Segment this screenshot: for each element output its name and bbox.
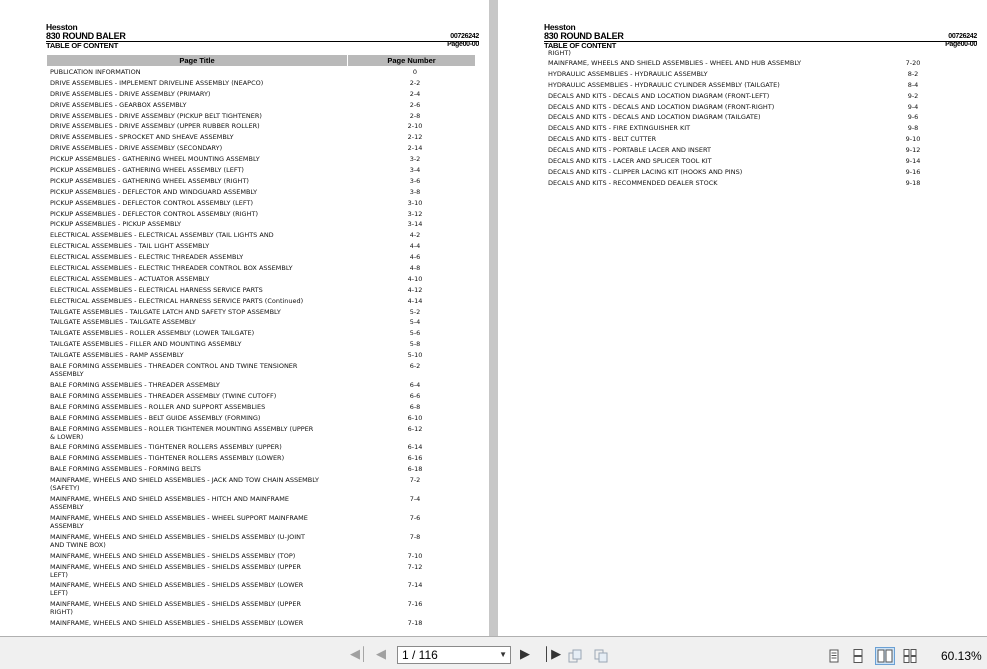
toc-entry-title: BALE FORMING ASSEMBLIES - ROLLER AND SUPPORT ASSEMBLIES bbox=[50, 402, 266, 411]
toc-entry-page-number: 9-10 bbox=[905, 135, 921, 144]
toc-row[interactable] bbox=[548, 146, 968, 157]
toc-row[interactable] bbox=[50, 362, 470, 381]
toc-entry-title: PICKUP ASSEMBLIES - GATHERING WHEEL MOUNTING ASSEMBLY bbox=[50, 155, 260, 164]
toc-entry-title: PICKUP ASSEMBLIES - DEFLECTOR CONTROL ASSEMBLY (LEFT) bbox=[50, 198, 253, 207]
toc-entry-title: ELECTRICAL ASSEMBLIES - ACTUATOR ASSEMBLY bbox=[50, 274, 210, 283]
last-page-icon[interactable]: │▶ bbox=[543, 646, 562, 661]
toc-row[interactable] bbox=[50, 318, 470, 329]
toc-entry-page-number: 9-12 bbox=[905, 146, 921, 155]
toc-entry-page-number: 9-16 bbox=[905, 167, 921, 176]
toc-entry-page-number: 8-2 bbox=[907, 69, 919, 78]
toc-entry-page-number: 3-8 bbox=[409, 187, 421, 196]
toc-entry-page-number: 4-12 bbox=[407, 285, 423, 294]
toc-entry-title: MAINFRAME, WHEELS AND SHIELD ASSEMBLIES - SHIELDS ASSEMBLY (LOWER bbox=[50, 619, 304, 628]
toc-entry-title: DECALS AND KITS - DECALS AND LOCATION DIAGRAM (TAILGATE) bbox=[548, 113, 761, 122]
toc-entry-title: MAINFRAME, WHEELS AND SHIELD ASSEMBLIES - JACK AND TOW CHAIN ASSEMBLY (SAFETY) bbox=[50, 476, 319, 493]
toc-entry-page-number: 0 bbox=[412, 68, 418, 76]
continued-entry-text: RIGHT) bbox=[548, 49, 571, 57]
toc-entry-title: DECALS AND KITS - PORTABLE LACER AND INSERT bbox=[548, 146, 712, 155]
toc-entry-page-number: 5-2 bbox=[409, 307, 421, 316]
toc-row[interactable] bbox=[50, 79, 470, 90]
toc-entry-title: ELECTRICAL ASSEMBLIES - ELECTRIC THREADER ASSEMBLY bbox=[50, 253, 244, 262]
page-reference: Page00-00 bbox=[447, 41, 479, 48]
single-page-icon[interactable] bbox=[827, 649, 841, 663]
toc-entry-page-number: 4-14 bbox=[407, 296, 423, 305]
toc-row[interactable] bbox=[50, 286, 470, 297]
toc-entry-page-number: 9-2 bbox=[907, 91, 919, 100]
toc-entry-page-number: 9-14 bbox=[905, 157, 921, 166]
toc-entry-page-number: 7-14 bbox=[407, 581, 423, 590]
toc-row[interactable] bbox=[50, 155, 470, 166]
toc-row[interactable] bbox=[50, 392, 470, 403]
toc-entry-title: TAILGATE ASSEMBLIES - TAILGATE ASSEMBLY bbox=[50, 318, 196, 327]
toc-row[interactable] bbox=[50, 600, 470, 619]
toc-entry-title: BALE FORMING ASSEMBLIES - THREADER CONTROL AND TWINE TENSIONER ASSEMBLY bbox=[50, 362, 298, 379]
table-header bbox=[47, 55, 475, 66]
toc-row[interactable] bbox=[50, 403, 470, 414]
first-page-icon[interactable]: ◀│ bbox=[350, 646, 369, 661]
toc-entry-page-number: 8-4 bbox=[907, 80, 919, 89]
toc-entry-title: TAILGATE ASSEMBLIES - TAILGATE LATCH AND SAFETY STOP ASSEMBLY bbox=[50, 307, 281, 316]
toc-entry-title: ELECTRICAL ASSEMBLIES - TAIL LIGHT ASSEMBLY bbox=[50, 242, 210, 251]
page-reference: Page00-00 bbox=[945, 41, 977, 48]
navigation-toolbar bbox=[0, 636, 987, 669]
toc-entry-title: DECALS AND KITS - LACER AND SPLICER TOOL KIT bbox=[548, 157, 712, 166]
toc-entry-page-number: 6-18 bbox=[407, 465, 423, 474]
toc-entry-title: TAILGATE ASSEMBLIES - FILLER AND MOUNTING ASSEMBLY bbox=[50, 340, 242, 349]
toc-row[interactable] bbox=[50, 465, 470, 476]
toc-row[interactable] bbox=[50, 552, 470, 563]
next-page-icon[interactable]: ▶ bbox=[520, 646, 530, 661]
toc-entry-title: MAINFRAME, WHEELS AND SHIELD ASSEMBLIES - SHIELDS ASSEMBLY (LOWER LEFT) bbox=[50, 581, 304, 598]
toc-row[interactable] bbox=[548, 103, 968, 114]
toc-entry-page-number: 9-18 bbox=[905, 178, 921, 187]
toc-entry-title: MAINFRAME, WHEELS AND SHIELD ASSEMBLIES - SHIELDS ASSEMBLY (UPPER RIGHT) bbox=[50, 600, 301, 617]
toc-entry-page-number: 6-10 bbox=[407, 413, 423, 422]
toc-entry-title: BALE FORMING ASSEMBLIES - FORMING BELTS bbox=[50, 465, 201, 474]
toc-row[interactable] bbox=[548, 70, 968, 81]
model-title: 830 ROUND BALER bbox=[46, 31, 126, 41]
page-number-input[interactable] bbox=[397, 646, 511, 664]
toc-entry-title: MAINFRAME, WHEELS AND SHIELD ASSEMBLIES - SHIELDS ASSEMBLY (TOP) bbox=[50, 551, 296, 560]
toc-entry-title: MAINFRAME, WHEELS AND SHIELD ASSEMBLIES - HITCH AND MAINFRAME ASSEMBLY bbox=[50, 494, 289, 511]
toc-entry-title: DRIVE ASSEMBLIES - GEARBOX ASSEMBLY bbox=[50, 100, 187, 109]
toc-entry-title: BALE FORMING ASSEMBLIES - THREADER ASSEMBLY (TWINE CUTOFF) bbox=[50, 391, 277, 400]
toc-entry-page-number: 5-10 bbox=[407, 351, 423, 360]
toc-entry-page-number: 3-4 bbox=[409, 166, 421, 175]
toc-entry-title: DECALS AND KITS - RECOMMENDED DEALER STOCK bbox=[548, 178, 718, 187]
toc-entry-title: MAINFRAME, WHEELS AND SHIELD ASSEMBLIES - SHIELDS ASSEMBLY (UPPER LEFT) bbox=[50, 562, 301, 579]
toc-entry-page-number: 5-8 bbox=[409, 340, 421, 349]
toc-entry-page-number: 6-2 bbox=[409, 362, 421, 371]
toc-row[interactable] bbox=[50, 264, 470, 275]
toc-entry-title: MAINFRAME, WHEELS AND SHIELD ASSEMBLIES - WHEEL SUPPORT MAINFRAME ASSEMBLY bbox=[50, 513, 308, 530]
toc-row[interactable] bbox=[50, 619, 470, 630]
toc-entry-title: TAILGATE ASSEMBLIES - ROLLER ASSEMBLY (LOWER TAILGATE) bbox=[50, 329, 255, 338]
toc-entry-page-number: 4-6 bbox=[409, 253, 421, 262]
toc-row[interactable] bbox=[548, 113, 968, 124]
toc-row[interactable] bbox=[50, 533, 470, 552]
toc-entry-page-number: 7-6 bbox=[409, 513, 421, 522]
continuous-facing-icon[interactable] bbox=[903, 649, 917, 663]
toc-entry-page-number: 5-6 bbox=[409, 329, 421, 338]
toc-row[interactable] bbox=[50, 188, 470, 199]
toc-entry-title: PUBLICATION INFORMATION bbox=[50, 68, 141, 76]
toc-row[interactable] bbox=[50, 122, 470, 133]
toc-entry-title: DECALS AND KITS - CLIPPER LACING KIT (HOOKS AND PINS) bbox=[548, 167, 743, 176]
toc-entry-page-number: 2-14 bbox=[407, 144, 423, 153]
toc-entry-title: DRIVE ASSEMBLIES - IMPLEMENT DRIVELINE ASSEMBLY (NEAPCO) bbox=[50, 78, 264, 87]
toc-entry-page-number: 6-16 bbox=[407, 454, 423, 463]
toc-entry-page-number: 2-4 bbox=[409, 89, 421, 98]
toc-entry-page-number: 3-2 bbox=[409, 155, 421, 164]
column-header-title: Page Title bbox=[179, 56, 215, 65]
toc-entry-title: BALE FORMING ASSEMBLIES - ROLLER TIGHTENER MOUNTING ASSEMBLY (UPPER & LOWER) bbox=[50, 424, 314, 441]
section-title: TABLE OF CONTENT bbox=[46, 41, 119, 50]
toc-row[interactable] bbox=[50, 476, 470, 495]
brand-name: Hesston bbox=[46, 22, 78, 32]
toc-entry-title: DRIVE ASSEMBLIES - DRIVE ASSEMBLY (UPPER RUBBER ROLLER) bbox=[50, 122, 260, 131]
toc-entry-page-number: 7-18 bbox=[407, 619, 423, 628]
toc-entry-title: BALE FORMING ASSEMBLIES - THREADER ASSEMBLY bbox=[50, 380, 220, 389]
toc-row[interactable] bbox=[50, 454, 470, 465]
toc-entry-title: ELECTRICAL ASSEMBLIES - ELECTRICAL HARNESS SERVICE PARTS (Continued) bbox=[50, 296, 304, 305]
toc-row[interactable] bbox=[50, 514, 470, 533]
toc-entry-page-number: 2-2 bbox=[409, 78, 421, 87]
toc-entry-page-number: 7-12 bbox=[407, 562, 423, 571]
toc-entry-title: BALE FORMING ASSEMBLIES - BELT GUIDE ASSEMBLY (FORMING) bbox=[50, 413, 261, 422]
toc-entry-page-number: 6-8 bbox=[409, 402, 421, 411]
page-back-icon[interactable] bbox=[568, 649, 582, 663]
toc-entry-title: DECALS AND KITS - DECALS AND LOCATION DIAGRAM (FRONT-LEFT) bbox=[548, 91, 770, 100]
toc-entry-page-number: 4-8 bbox=[409, 264, 421, 273]
toc-row[interactable] bbox=[50, 133, 470, 144]
toc-entry-page-number: 3-10 bbox=[407, 198, 423, 207]
toc-row[interactable] bbox=[50, 90, 470, 101]
toc-row[interactable] bbox=[50, 199, 470, 210]
zoom-level[interactable]: 60.13% bbox=[941, 649, 982, 663]
toc-row[interactable] bbox=[50, 275, 470, 286]
toc-row[interactable] bbox=[50, 112, 470, 123]
toc-entry-title: PICKUP ASSEMBLIES - GATHERING WHEEL ASSEMBLY (RIGHT) bbox=[50, 176, 249, 185]
continuous-icon[interactable] bbox=[851, 649, 865, 663]
toc-row[interactable] bbox=[548, 81, 968, 92]
toc-entry-title: PICKUP ASSEMBLIES - DEFLECTOR CONTROL ASSEMBLY (RIGHT) bbox=[50, 209, 258, 218]
toc-entry-page-number: 3-6 bbox=[409, 176, 421, 185]
toc-entry-page-number: 2-12 bbox=[407, 133, 423, 142]
toc-entry-page-number: 9-8 bbox=[907, 124, 919, 133]
toc-entry-title: MAINFRAME, WHEELS AND SHIELD ASSEMBLIES - WHEEL AND HUB ASSEMBLY bbox=[548, 59, 802, 67]
toc-row[interactable] bbox=[548, 157, 968, 168]
toc-row[interactable] bbox=[50, 308, 470, 319]
toc-row[interactable] bbox=[548, 124, 968, 135]
toc-entry-title: DECALS AND KITS - DECALS AND LOCATION DIAGRAM (FRONT-RIGHT) bbox=[548, 102, 775, 111]
toc-entry-page-number: 6-12 bbox=[407, 424, 423, 433]
toc-entry-page-number: 6-4 bbox=[409, 380, 421, 389]
toc-entry-title: PICKUP ASSEMBLIES - DEFLECTOR AND WINDGUARD ASSEMBLY bbox=[50, 187, 258, 196]
doc-number: 00726242 bbox=[948, 33, 977, 40]
toc-entry-title: BALE FORMING ASSEMBLIES - TIGHTENER ROLLERS ASSEMBLY (LOWER) bbox=[50, 454, 285, 463]
pdf-page-right bbox=[498, 0, 987, 636]
prev-page-icon[interactable]: ◀ bbox=[376, 646, 386, 661]
toc-row[interactable] bbox=[548, 179, 968, 190]
toc-entry-title: DRIVE ASSEMBLIES - SPROCKET AND SHEAVE ASSEMBLY bbox=[50, 133, 234, 142]
doc-number: 00726242 bbox=[450, 33, 479, 40]
toc-entry-page-number: 4-2 bbox=[409, 231, 421, 240]
toc-entry-page-number: 5-4 bbox=[409, 318, 421, 327]
toc-row[interactable] bbox=[50, 220, 470, 231]
toc-entry-page-number: 4-10 bbox=[407, 274, 423, 283]
toc-entry-page-number: 3-12 bbox=[407, 209, 423, 218]
toc-row[interactable] bbox=[50, 210, 470, 221]
toc-row[interactable] bbox=[50, 563, 470, 582]
toc-entry-title: ELECTRICAL ASSEMBLIES - ELECTRICAL HARNESS SERVICE PARTS bbox=[50, 285, 263, 294]
toc-entry-title: HYDRAULIC ASSEMBLIES - HYDRAULIC CYLINDER ASSEMBLY (TAILGATE) bbox=[548, 80, 780, 89]
toc-row[interactable] bbox=[50, 340, 470, 351]
toc-row[interactable] bbox=[50, 68, 470, 79]
toc-entry-title: DRIVE ASSEMBLIES - DRIVE ASSEMBLY (PRIMARY) bbox=[50, 89, 211, 98]
toc-entry-page-number: 9-4 bbox=[907, 102, 919, 111]
toc-list bbox=[548, 59, 968, 190]
toc-entry-page-number: 6-6 bbox=[409, 391, 421, 400]
toc-row[interactable] bbox=[50, 177, 470, 188]
toc-row[interactable] bbox=[548, 135, 968, 146]
toc-row[interactable] bbox=[548, 92, 968, 103]
toc-entry-page-number: 4-4 bbox=[409, 242, 421, 251]
facing-icon[interactable] bbox=[875, 647, 895, 665]
toc-entry-title: PICKUP ASSEMBLIES - GATHERING WHEEL ASSEMBLY (LEFT) bbox=[50, 166, 244, 175]
toc-entry-page-number: 3-14 bbox=[407, 220, 423, 229]
toc-entry-page-number: 7-20 bbox=[905, 59, 921, 67]
toc-entry-title: ELECTRICAL ASSEMBLIES - ELECTRICAL ASSEMBLY (TAIL LIGHTS AND bbox=[50, 231, 274, 240]
page-forward-icon[interactable] bbox=[594, 649, 608, 663]
toc-entry-title: DECALS AND KITS - FIRE EXTINGUISHER KIT bbox=[548, 124, 691, 133]
toc-list bbox=[50, 68, 470, 630]
toc-entry-title: ELECTRICAL ASSEMBLIES - ELECTRIC THREADER CONTROL BOX ASSEMBLY bbox=[50, 264, 293, 273]
toc-entry-page-number: 9-6 bbox=[907, 113, 919, 122]
toc-row[interactable] bbox=[50, 414, 470, 425]
page-indicator: 1 / 116 bbox=[402, 648, 438, 662]
toc-row[interactable] bbox=[50, 425, 470, 444]
toc-row[interactable] bbox=[50, 231, 470, 242]
toc-entry-page-number: 7-4 bbox=[409, 494, 421, 503]
toc-row[interactable] bbox=[548, 59, 968, 70]
toc-row[interactable] bbox=[50, 329, 470, 340]
toc-entry-title: DRIVE ASSEMBLIES - DRIVE ASSEMBLY (SECONDARY) bbox=[50, 144, 223, 153]
toc-entry-page-number: 2-8 bbox=[409, 111, 421, 120]
toc-entry-title: HYDRAULIC ASSEMBLIES - HYDRAULIC ASSEMBLY bbox=[548, 69, 708, 78]
toc-entry-page-number: 2-6 bbox=[409, 100, 421, 109]
toc-entry-title: DRIVE ASSEMBLIES - DRIVE ASSEMBLY (PICKUP BELT TIGHTENER) bbox=[50, 111, 262, 120]
toc-entry-title: PICKUP ASSEMBLIES - PICKUP ASSEMBLY bbox=[50, 220, 182, 229]
toc-row[interactable] bbox=[50, 144, 470, 155]
toc-row[interactable] bbox=[50, 242, 470, 253]
page-gutter bbox=[489, 0, 498, 636]
toc-entry-page-number: 7-10 bbox=[407, 551, 423, 560]
toc-entry-page-number: 7-16 bbox=[407, 600, 423, 609]
toc-row[interactable] bbox=[50, 495, 470, 514]
toc-row[interactable] bbox=[50, 581, 470, 600]
brand-name: Hesston bbox=[544, 22, 576, 32]
toc-entry-page-number: 7-2 bbox=[409, 476, 421, 485]
toc-row[interactable] bbox=[50, 101, 470, 112]
toc-row[interactable] bbox=[548, 168, 968, 179]
column-header-number: Page Number bbox=[347, 55, 475, 66]
page-header bbox=[46, 23, 479, 50]
toc-row[interactable] bbox=[50, 166, 470, 177]
section-title: TABLE OF CONTENT bbox=[544, 41, 617, 50]
toc-entry-page-number: 6-14 bbox=[407, 443, 423, 452]
toc-entry-page-number: 2-10 bbox=[407, 122, 423, 131]
toc-entry-title: MAINFRAME, WHEELS AND SHIELD ASSEMBLIES - SHIELDS ASSEMBLY (U-JOINT AND TWINE BOX) bbox=[50, 532, 306, 549]
model-title: 830 ROUND BALER bbox=[544, 31, 624, 41]
toc-row[interactable] bbox=[50, 253, 470, 264]
toc-row[interactable] bbox=[50, 351, 470, 362]
toc-row[interactable] bbox=[50, 297, 470, 308]
toc-entry-page-number: 7-8 bbox=[409, 532, 421, 541]
toc-entry-title: TAILGATE ASSEMBLIES - RAMP ASSEMBLY bbox=[50, 351, 184, 360]
pdf-page-left bbox=[0, 0, 489, 636]
toc-row[interactable] bbox=[50, 443, 470, 454]
chevron-down-icon[interactable]: ▼ bbox=[499, 650, 507, 659]
toc-row[interactable] bbox=[50, 381, 470, 392]
toc-entry-title: BALE FORMING ASSEMBLIES - TIGHTENER ROLLERS ASSEMBLY (UPPER) bbox=[50, 443, 282, 452]
page-header bbox=[544, 23, 977, 50]
toc-entry-title: DECALS AND KITS - BELT CUTTER bbox=[548, 135, 657, 144]
